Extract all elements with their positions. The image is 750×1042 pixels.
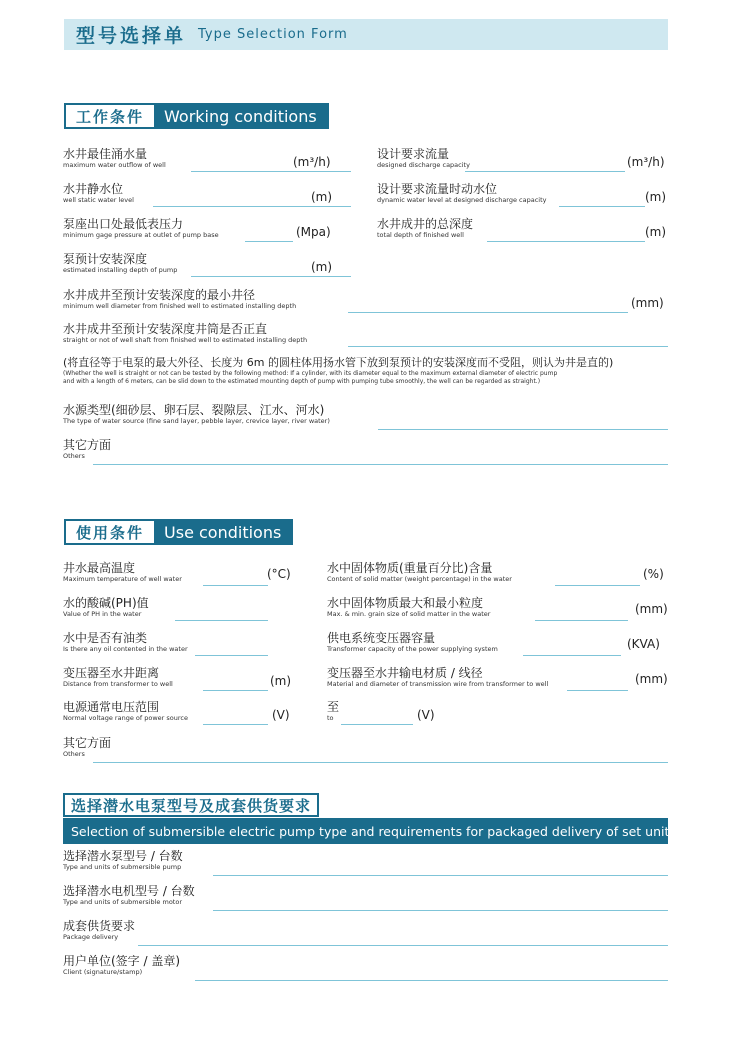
input-line-min-pressure[interactable] <box>245 241 293 242</box>
selection-title-en: Selection of submersible electric pump type and requirements for packaged delivery of set unit <box>71 823 670 839</box>
input-line-transformer-capacity[interactable] <box>523 655 621 656</box>
selection-header <box>63 793 319 817</box>
form-title-cn: 型号选择单 <box>76 25 187 47</box>
working-title-cn: 工作条件 <box>66 105 154 127</box>
input-line-wire[interactable] <box>567 690 628 691</box>
field-static-level: 水井静水位 well static water level (m) <box>63 182 338 205</box>
field-voltage: 电源通常电压范围 Normal voltage range of power source (V) <box>63 700 298 723</box>
field-install-depth: 泵预计安装深度 estimated installing depth of pump (m) <box>63 252 338 275</box>
input-line-water-source[interactable] <box>378 429 668 430</box>
field-oil: 水中是否有油类 Is there any oil contented in the water <box>63 631 298 654</box>
input-line-total-depth[interactable] <box>487 241 645 242</box>
field-min-pressure: 泵座出口处最低表压力 minimum gage pressure at outlet of pump base (Mpa) <box>63 217 338 240</box>
field-pump-type: 选择潜水泵型号 / 台数 Type and units of submersible pump <box>63 849 669 872</box>
field-water-source: 水源类型(细砂层、卵石层、裂隙层、江水、河水) The type of water source (fine sand layer, pebble layer, crevice layer, river water) <box>63 403 669 426</box>
input-line-install-depth[interactable] <box>191 276 351 277</box>
field-transformer-capacity: 供电系统变压器容量 Transformer capacity of the power supplying system (KVA) <box>327 631 669 654</box>
straightness-note: (将直径等于电泵的最大外径、长度为 6m 的圆柱体用扬水管下放到泵预计的安装深度而不受阻，则认为井是直的) (Whether the well is straight or not can be tested by the following method: If a cylinder, with its diameter equal to the maximum external diameter of electric pump and with a length of 6 meters, can be slid down to the estimated mounting depth of pump with pumping tube smoothly, the well can be regarded as straight.) <box>63 356 614 385</box>
field-design-capacity: 设计要求流量 designed discharge capacity (m³/h) <box>377 147 669 170</box>
use-title-cn: 使用条件 <box>66 521 154 543</box>
field-use-others: 其它方面 Others <box>63 736 669 759</box>
field-dynamic-level: 设计要求流量时动水位 dynamic water level at designed discharge capacity (m) <box>377 182 669 205</box>
input-line-ph[interactable] <box>175 620 268 621</box>
form-title-en: Type Selection Form <box>198 27 348 42</box>
input-line-straight[interactable] <box>348 346 668 347</box>
input-line-design-capacity[interactable] <box>465 171 625 172</box>
input-line-voltage-to[interactable] <box>341 724 413 725</box>
field-straight: 水井成井至预计安装深度井筒是否正直 straight or not of well shaft from finished well to estimated installing depth <box>63 322 669 345</box>
input-line-motor-type[interactable] <box>213 910 668 911</box>
field-client: 用户单位(签字 / 盖章) Client (signature/stamp) <box>63 954 669 977</box>
input-line-oil[interactable] <box>195 655 268 656</box>
input-line-pump-type[interactable] <box>213 875 668 876</box>
field-motor-type: 选择潜水电机型号 / 台数 Type and units of submersible motor <box>63 884 669 907</box>
field-max-outflow: 水井最佳涌水量 maximum water outflow of well (m³/h) <box>63 147 338 170</box>
input-line-max-outflow[interactable] <box>191 171 351 172</box>
input-line-solid-content[interactable] <box>555 585 640 586</box>
use-title-en: Use conditions <box>154 521 291 543</box>
input-line-package[interactable] <box>138 945 668 946</box>
working-title-en: Working conditions <box>154 105 327 127</box>
field-voltage-to: 至 to (V) <box>327 700 477 723</box>
field-wire: 变压器至水井输电材质 / 线径 Material and diameter of transmission wire from transformer to well (mm) <box>327 666 669 689</box>
field-grain-size: 水中固体物质最大和最小粒度 Max. & min. grain size of solid matter in the water (mm) <box>327 596 669 619</box>
field-max-temp: 井水最高温度 Maximum temperature of well water (°C) <box>63 561 298 584</box>
input-line-grain-size[interactable] <box>535 620 628 621</box>
input-line-client[interactable] <box>195 980 668 981</box>
field-solid-content: 水中固体物质(重量百分比)含量 Content of solid matter (weight percentage) in the water (%) <box>327 561 669 584</box>
input-line-use-others[interactable] <box>93 762 668 763</box>
field-total-depth: 水井成井的总深度 total depth of finished well (m) <box>377 217 669 240</box>
field-working-others: 其它方面 Others <box>63 438 669 461</box>
field-distance: 变压器至水井距离 Distance from transformer to well (m) <box>63 666 298 689</box>
field-min-diameter: 水井成井至预计安装深度的最小井径 minimum well diameter from finished well to estimated installing depth (mm) <box>63 288 669 311</box>
use-conditions-header <box>64 519 293 545</box>
input-line-min-diameter[interactable] <box>348 312 628 313</box>
selection-banner <box>63 818 668 844</box>
field-package: 成套供货要求 Package delivery <box>63 919 669 942</box>
input-line-working-others[interactable] <box>93 464 668 465</box>
form-title-bar <box>64 19 668 50</box>
selection-title-cn: 选择潜水电泵型号及成套供货要求 <box>71 796 312 815</box>
input-line-max-temp[interactable] <box>203 585 268 586</box>
input-line-dynamic-level[interactable] <box>559 206 645 207</box>
working-conditions-header <box>64 103 329 129</box>
input-line-voltage[interactable] <box>203 724 268 725</box>
field-ph: 水的酸碱(PH)值 Value of PH in the water <box>63 596 298 619</box>
input-line-distance[interactable] <box>203 690 268 691</box>
input-line-static-level[interactable] <box>153 206 351 207</box>
